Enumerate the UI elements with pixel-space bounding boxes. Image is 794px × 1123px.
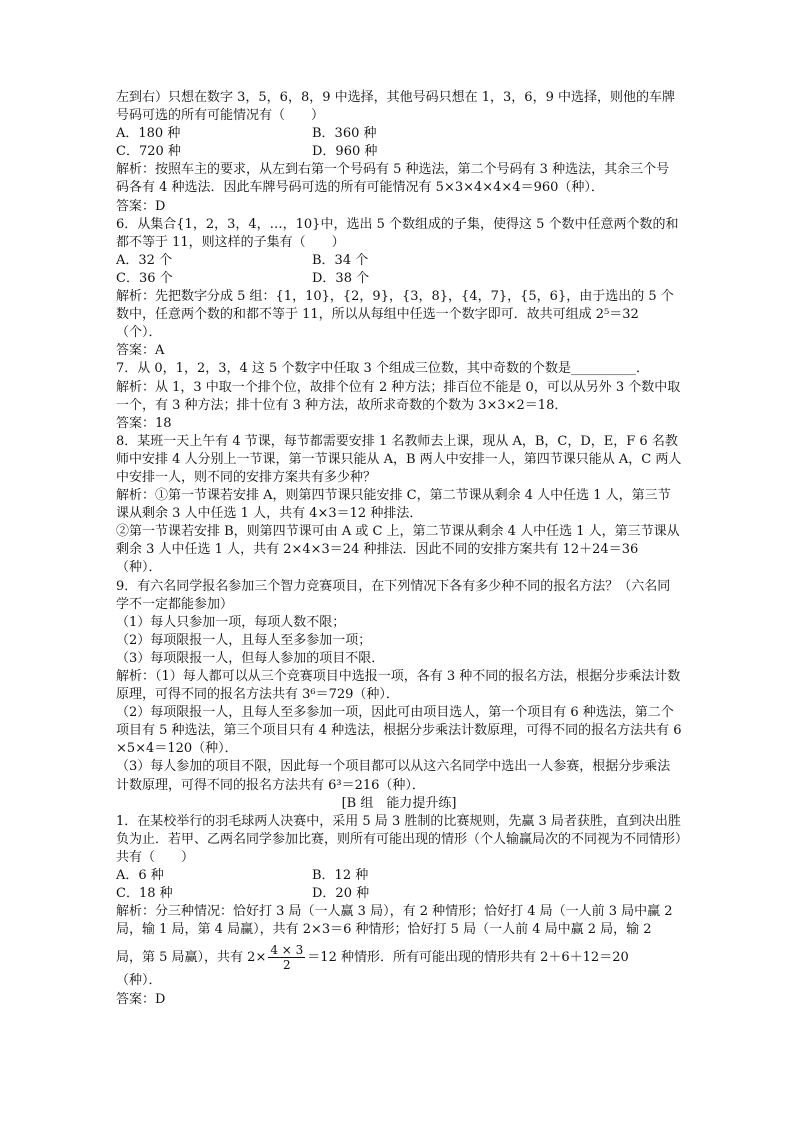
q5-option-a: A．180 种	[116, 126, 181, 142]
q8-analysis-1: 解析：①第一节课若安排 A，则第四节课只能安排 C，第二节课从剩余 4 人中任选 1 人，第三节课从剩余 3 人中任选 1 人，共有 4×3＝12 种排法．	[116, 488, 671, 522]
q9-analysis-1: 解析：（1）每人都可以从三个竞赛项目中选报一项，各有 3 种不同的报名方法，根据分步乘法计数原理，可得不同的报名方法共有 3⁶＝729（种）．	[116, 669, 681, 703]
fraction-numerator: 4 × 3	[270, 943, 304, 958]
q5-answer: 答案：D	[116, 198, 166, 214]
b1-analysis-part-a: 解析：分三种情况：恰好打 3 局（一人赢 3 局），有 2 种情形；恰好打 4 局（一人前 3 局中赢 2 局，输 1 局，第 4 局赢），共有 2×3＝6 种情形；恰好打 5 局（一人前 4 局中赢 2 局，输 2	[116, 904, 673, 938]
b1-answer: 答案：D	[116, 991, 166, 1007]
q5-analysis: 解析：按照车主的要求，从左到右第一个号码有 5 种选法，第二个号码有 3 种选法，其余三个号码各有 4 种选法．因此车牌号码可选的所有可能情况有 5×3×4×4×4＝960（种）．	[116, 162, 670, 196]
q6-answer: 答案：A	[116, 343, 165, 359]
q6-options-row2	[116, 270, 682, 288]
b1-option-a: A．6 种	[116, 868, 164, 884]
fraction-denominator: 2	[283, 958, 291, 973]
document-page	[116, 89, 682, 1009]
q5-option-d: D．960 种	[312, 144, 378, 160]
b1-analysis-fraction-line	[116, 943, 682, 972]
q9-part-3: （3）每项限报一人，但每人参加的项目不限．	[116, 650, 385, 666]
q6-option-a: A．32 个	[116, 252, 173, 268]
q9-stem: 9．有六名同学报名参加三个智力竞赛项目，在下列情况下各有多少种不同的报名方法？（六名同学不一定都能参加）	[116, 578, 671, 612]
b1-analysis-part-c: （种）．	[116, 973, 162, 989]
q5-option-b: B．360 种	[312, 126, 377, 142]
q8-analysis-2: ②第一节课若安排 B，则第四节课可由 A 或 C 上，第二节课从剩余 4 人中任选 1 人，第三节课从剩余 3 人中任选 1 人，共有 2×4×3＝24 种排法．因此不同的安排方案共有 12＋24＝36（种）．	[116, 524, 680, 576]
b1-options-row1	[116, 867, 682, 885]
q9-part-1: （1）每人只参加一项，每项人数不限；	[116, 614, 346, 630]
q7-analysis: 解析：从 1，3 中取一个排个位，故排个位有 2 种方法；排百位不能是 0，可以从另外 3 个数中取一个，有 3 种方法；排十位有 3 种方法，故所求奇数的个数为 3×3×2＝18．	[116, 379, 681, 413]
b1-options-row2	[116, 885, 682, 903]
b1-analysis-post: ＝12 种情形．所有可能出现的情形共有 2＋6＋12＝20	[307, 950, 629, 966]
q7-answer: 答案：18	[116, 415, 172, 431]
q5-options-row1	[116, 125, 682, 143]
q7-stem: 7．从 0，1，2，3，4 这 5 个数字中任取 3 个组成三位数，其中奇数的个数是__________．	[116, 361, 649, 377]
q6-option-b: B．34 个	[312, 252, 369, 268]
b1-stem: 1．在某校举行的羽毛球两人决赛中，采用 5 局 3 胜制的比赛规则，先赢 3 局者获胜，直到决出胜负为止．若甲、乙两名同学参加比赛，则所有可能出现的情形（个人输赢局次的不同视为不同情形）共有（ ）	[116, 813, 682, 865]
b1-analysis-pre: 局，第 5 局赢），共有 2×	[116, 950, 267, 966]
q8-stem: 8．某班一天上午有 4 节课，每节都需要安排 1 名教师去上课，现从 A，B，C，D，E，F 6 名教师中安排 4 人分别上一节课，第一节课只能从 A，B 两人中安排一人，第四节课只能从 A，C 两人中安排一人，则不同的安排方案共有多少种？	[116, 433, 682, 485]
q5-options-row2	[116, 143, 682, 161]
q5-option-c: C．720 种	[116, 144, 181, 160]
q6-stem: 6．从集合{1，2，3，4，…，10}中，选出 5 个数组成的子集，使得这 5 个数中任意两个数的和都不等于 11，则这样的子集有（ ）	[116, 216, 679, 250]
q5-stem: 左到右）只想在数字 3，5，6，8，9 中选择，其他号码只想在 1，3，6，9 中选择，则他的车牌号码可选的所有可能情况有（ ）	[116, 90, 675, 124]
q9-analysis-3: （3）每人参加的项目不限，因此每一个项目都可以从这六名同学中选出一人参赛，根据分步乘法计数原理，可得不同的报名方法共有 6³＝216（种）．	[116, 759, 671, 793]
q6-options-row1	[116, 252, 682, 270]
q9-analysis-2: （2）每项限报一人，且每人至多参加一项，因此可由项目选人，第一个项目有 6 种选法，第二个项目有 5 种选法，第三个项目只有 4 种选法，根据分步乘法计数原理，可得不同的报名方法共有 6×5×4＝120（种）．	[116, 705, 682, 757]
q6-option-d: D．38 个	[312, 270, 370, 286]
q9-part-2: （2）每项限报一人，且每人至多参加一项；	[116, 632, 372, 648]
b1-option-c: C．18 种	[116, 886, 173, 902]
section-b-heading: [B 组 能力提升练]	[341, 795, 457, 811]
b1-option-b: B．12 种	[312, 868, 369, 884]
q6-analysis: 解析：先把数字分成 5 组：{1，10}，{2，9}，{3，8}，{4，7}，{5，6}，由于选出的 5 个数中，任意两个数的和都不等于 11，所以从每组中任选一个数字即可．故共可组成 2⁵＝32（个）．	[116, 289, 674, 341]
q6-option-c: C．36 个	[116, 270, 173, 286]
b1-option-d: D．20 种	[312, 886, 370, 902]
fraction	[268, 943, 305, 972]
